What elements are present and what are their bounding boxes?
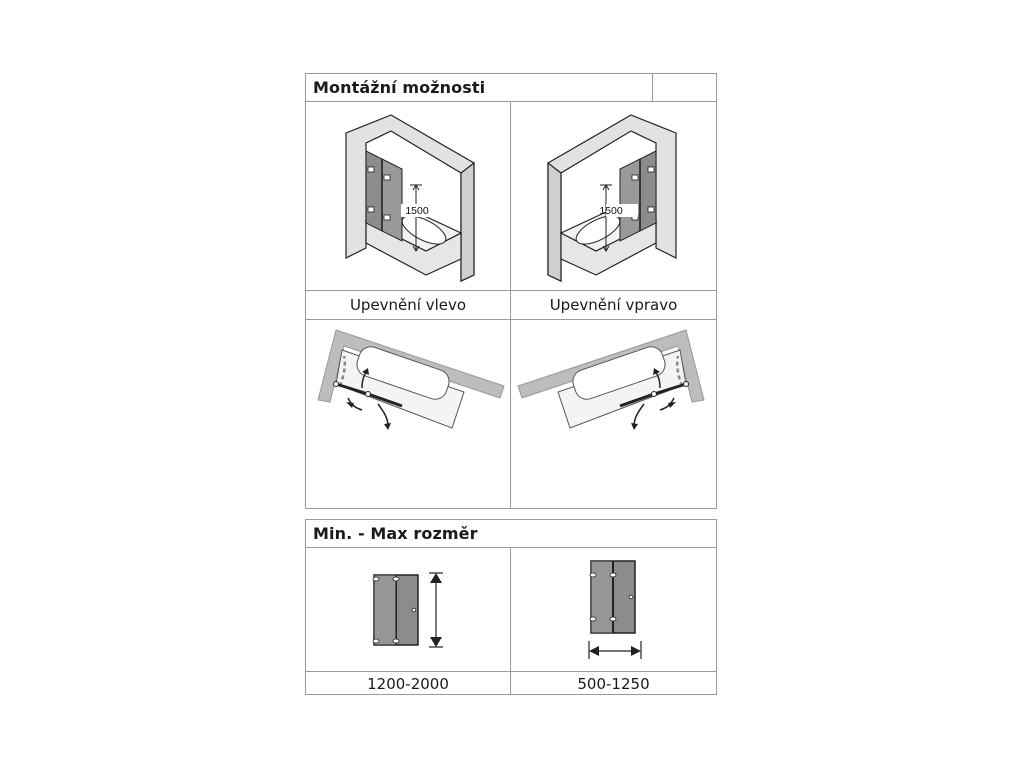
door-swing-left-icon bbox=[306, 320, 510, 508]
right-mount-3d-drawing bbox=[511, 103, 716, 290]
height-range-drawing bbox=[306, 549, 510, 671]
mounting-options-header bbox=[306, 74, 716, 102]
panel-width-icon bbox=[511, 549, 716, 671]
mounting-options-table bbox=[305, 73, 717, 509]
door-swing-right-icon bbox=[511, 320, 716, 508]
size-range-title: Min. - Max rozměr bbox=[313, 524, 478, 543]
row-divider bbox=[306, 290, 716, 291]
size-range-header bbox=[306, 520, 716, 548]
height-range-caption: 1200-2000 bbox=[367, 675, 449, 693]
left-mount-caption: Upevnění vlevo bbox=[349, 296, 467, 314]
left-mount-3d-drawing bbox=[306, 103, 510, 290]
row-divider bbox=[306, 671, 716, 672]
left-height-label: 1500 bbox=[405, 205, 429, 217]
header-empty-cell bbox=[652, 74, 716, 101]
right-mount-top-view bbox=[511, 320, 716, 508]
width-range-drawing bbox=[511, 549, 716, 671]
right-mount-caption: Upevnění vpravo bbox=[549, 296, 678, 314]
width-range-caption: 500-1250 bbox=[577, 675, 650, 693]
mounting-options-title: Montážní možnosti bbox=[313, 78, 486, 97]
size-range-table bbox=[305, 519, 717, 695]
right-height-label: 1500 bbox=[599, 205, 623, 217]
panel-height-icon bbox=[306, 549, 510, 671]
bathtub-screen-right-icon bbox=[511, 103, 716, 290]
bathtub-screen-left-icon bbox=[306, 103, 510, 290]
left-mount-top-view bbox=[306, 320, 510, 508]
